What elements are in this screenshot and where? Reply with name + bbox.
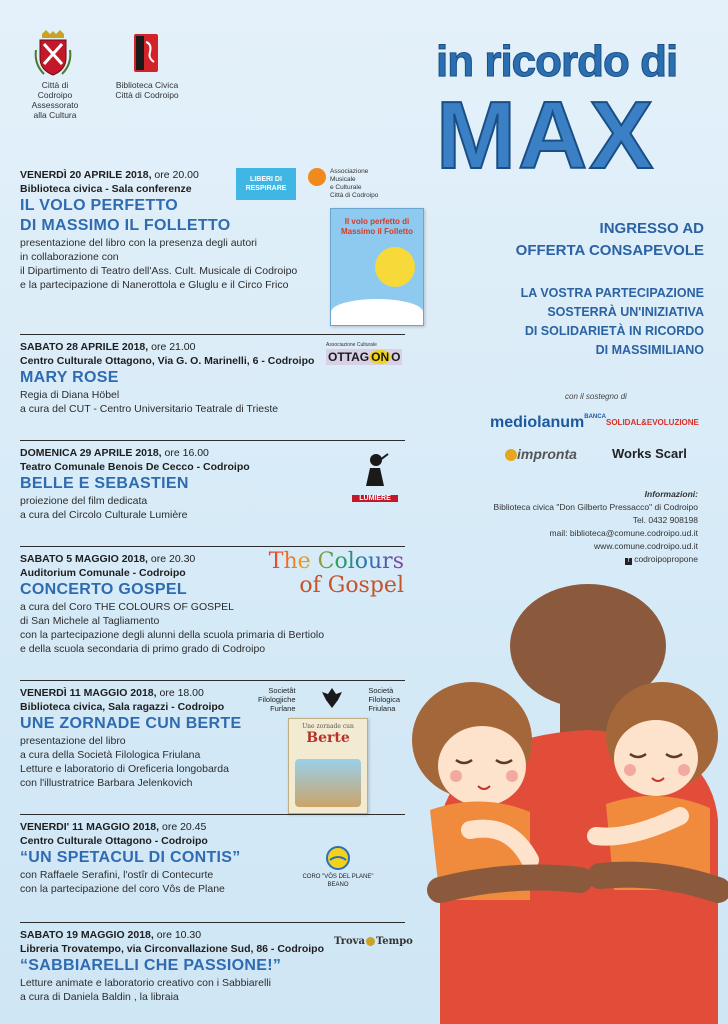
event-title: BELLE E SEBASTIEN [20,475,189,492]
event-1: VENERDÌ 20 APRILE 2018, ore 20.00 Biblioteca civica - Sala conferenze IL VOLO PERFETTO DI MASSIMO IL FOLLETTO presentazione del libro con la presenza degli autori in collaborazione con il Dipartimento di Teatro dell'Ass. Cult. Musicale di Codroipo e la partecipazione di Nanerottola e Gluglu e il Circo Frico [20,168,410,292]
clock-icon [366,937,375,946]
divider [20,334,405,335]
music-icon [308,168,326,186]
eagle-icon [322,686,342,710]
title-max: MAX [436,82,656,189]
event-place: Centro Culturale Ottagono, Via G. O. Marinelli, 6 - Codroipo [20,355,315,367]
impronta-logo: impronta [505,446,577,462]
divider [20,922,405,923]
event-3: DOMENICA 29 APRILE 2018, ore 16.00 Teatro Comunale Benois De Cecco - Codroipo BELLE E SEBASTIEN proiezione del film dedicata a cura del Circolo Culturale Lumière [20,446,410,522]
event-2: SABATO 28 APRILE 2018, ore 21.00 Centro Culturale Ottagono, Via G. O. Marinelli, 6 - Codroipo MARY ROSE Regia di Diana Höbel a cura del CUT - Centro Universitario Teatrale di Trieste [20,340,410,416]
coro-emblem-icon [326,846,350,870]
comune-label: Città di Codroipo Assessorato alla Cultura [31,80,79,120]
event-place: Biblioteca civica - Sala conferenze [20,183,192,195]
title-top: in ricordo di [436,37,678,86]
divider [20,440,405,441]
book-cover-berte: Une zornade cun Berte [288,718,368,814]
partecipazione-text: LA VOSTRA PARTECIPAZIONE SOSTERRÀ UN'INIZIATIVA DI SOLIDARIETÀ IN RICORDO DI MASSIMILIANO [520,286,704,357]
trovatempo-logo: Trova Tempo [334,936,413,947]
event-date: SABATO 28 APRILE 2018, ore 21.00 [20,341,196,353]
sostegno-label: con il sostegno di [565,392,627,401]
colours-of-gospel-logo: The Colours of Gospel [268,549,404,598]
liberi-di-respirare-logo: LIBERI DI RESPIRARE [236,168,296,200]
event-place: Biblioteca civica, Sala ragazzi - Codroipo [20,701,225,713]
mediolanum-logo: mediolanum$^{BANCA}$ [490,414,606,431]
lumiere-logo: LUMIÈRE [352,452,398,508]
lumiere-figure-icon [360,452,390,490]
event-title: “UN SPETACUL DI CONTIS” [20,849,241,866]
book-illustration [295,759,361,807]
filologica-logo: Societât Filologjiche Furlane Società Filologica Friulana [258,686,400,713]
facebook-icon: f [625,558,632,565]
comune-crest-icon [34,30,72,76]
ottagono-logo: Associazione Culturale OTTAG ON O [326,342,401,364]
event-place: Auditorium Comunale - Codroipo [20,567,186,579]
event-date: SABATO 19 MAGGIO 2018, ore 10.30 [20,929,202,941]
divider [20,546,405,547]
divider [20,680,405,681]
cloud-icon [331,299,423,325]
event-4: SABATO 5 MAGGIO 2018, ore 20.30 Auditorium Comunale - Codroipo CONCERTO GOSPEL a cura del Coro THE COLOURS OF GOSPEL di San Michele al Tagliamento con la partecipazione degli alunni della scuola primaria di Bertiolo e della scuola secondaria di primo grado di Codroipo [20,552,410,656]
sun-icon [375,247,415,287]
event-title: UNE ZORNADE CUN BERTE [20,715,242,732]
biblioteca-label: Biblioteca Civica Città di Codroipo [115,80,179,100]
event-date: VENERDÌ 20 APRILE 2018, ore 20.00 [20,169,199,181]
event-7: SABATO 19 MAGGIO 2018, ore 10.30 Libreria Trovatempo, via Circonvallazione Sud, 86 - Codroipo “SABBIARELLI CHE PASSIONE!” Letture animate e laboratorio creativo con i Sabbiarelli a cura di Daniela Baldin , la libraia [20,928,410,1004]
coro-vos-del-plane-logo: CORO "VÔS DEL PLANE" BEANO [292,846,384,890]
event-place: Centro Culturale Ottagono - Codroipo [20,835,208,847]
event-title: IL VOLO PERFETTO DI MASSIMO IL FOLLETTO [20,197,231,234]
book-cover-folletto: Il volo perfetto di Massimo il Folletto [330,208,424,326]
biblioteca-logo-icon [132,32,160,74]
event-date: VENERDI' 11 MAGGIO 2018, ore 20.45 [20,821,207,833]
associazione-musicale-logo: Associazione Musicale e Culturale Città di Codroipo [308,168,394,202]
solidal-logo: SOLIDAL&EVOLUZIONE [606,406,696,438]
divider [20,814,405,815]
event-title: CONCERTO GOSPEL [20,581,187,598]
event-place: Teatro Comunale Benois De Cecco - Codroipo [20,461,250,473]
event-title: MARY ROSE [20,369,119,386]
event-6: VENERDI' 11 MAGGIO 2018, ore 20.45 Centro Culturale Ottagono - Codroipo “UN SPETACUL DI CONTIS” con Raffaele Serafini, l'ostîr di Contecurte con la partecipazione del coro Vôs de Plane [20,820,410,896]
impronta-dot-icon [505,449,517,461]
event-5: VENERDÌ 11 MAGGIO 2018, ore 18.00 Biblioteca civica, Sala ragazzi - Codroipo UNE ZORNADE CUN BERTE presentazione del libro a cura della Società Filologica Friulana Letture e laboratorio di Oreficeria longobarda con l'illustratrice Barbara Jelenkovich [20,686,410,790]
info-block: Informazioni: Biblioteca civica "Don Gilberto Pressacco" di Codroipo Tel. 0432 908198 mail: biblioteca@comune.codroipo.ud.it www.comune.codroipo.ud.it f codroipopropone [493,489,698,564]
event-place: Libreria Trovatempo, via Circonvallazione Sud, 86 - Codroipo [20,943,324,955]
event-date: VENERDÌ 11 MAGGIO 2018, ore 18.00 [20,687,204,699]
event-date: DOMENICA 29 APRILE 2018, ore 16.00 [20,447,209,459]
father-children-illustration [400,560,728,1024]
event-date: SABATO 5 MAGGIO 2018, ore 20.30 [20,553,196,565]
ingresso-text: INGRESSO AD OFFERTA CONSAPEVOLE [515,220,704,259]
event-title: “SABBIARELLI CHE PASSIONE!” [20,957,282,974]
works-scarl-logo: Works Scarl [612,446,687,461]
